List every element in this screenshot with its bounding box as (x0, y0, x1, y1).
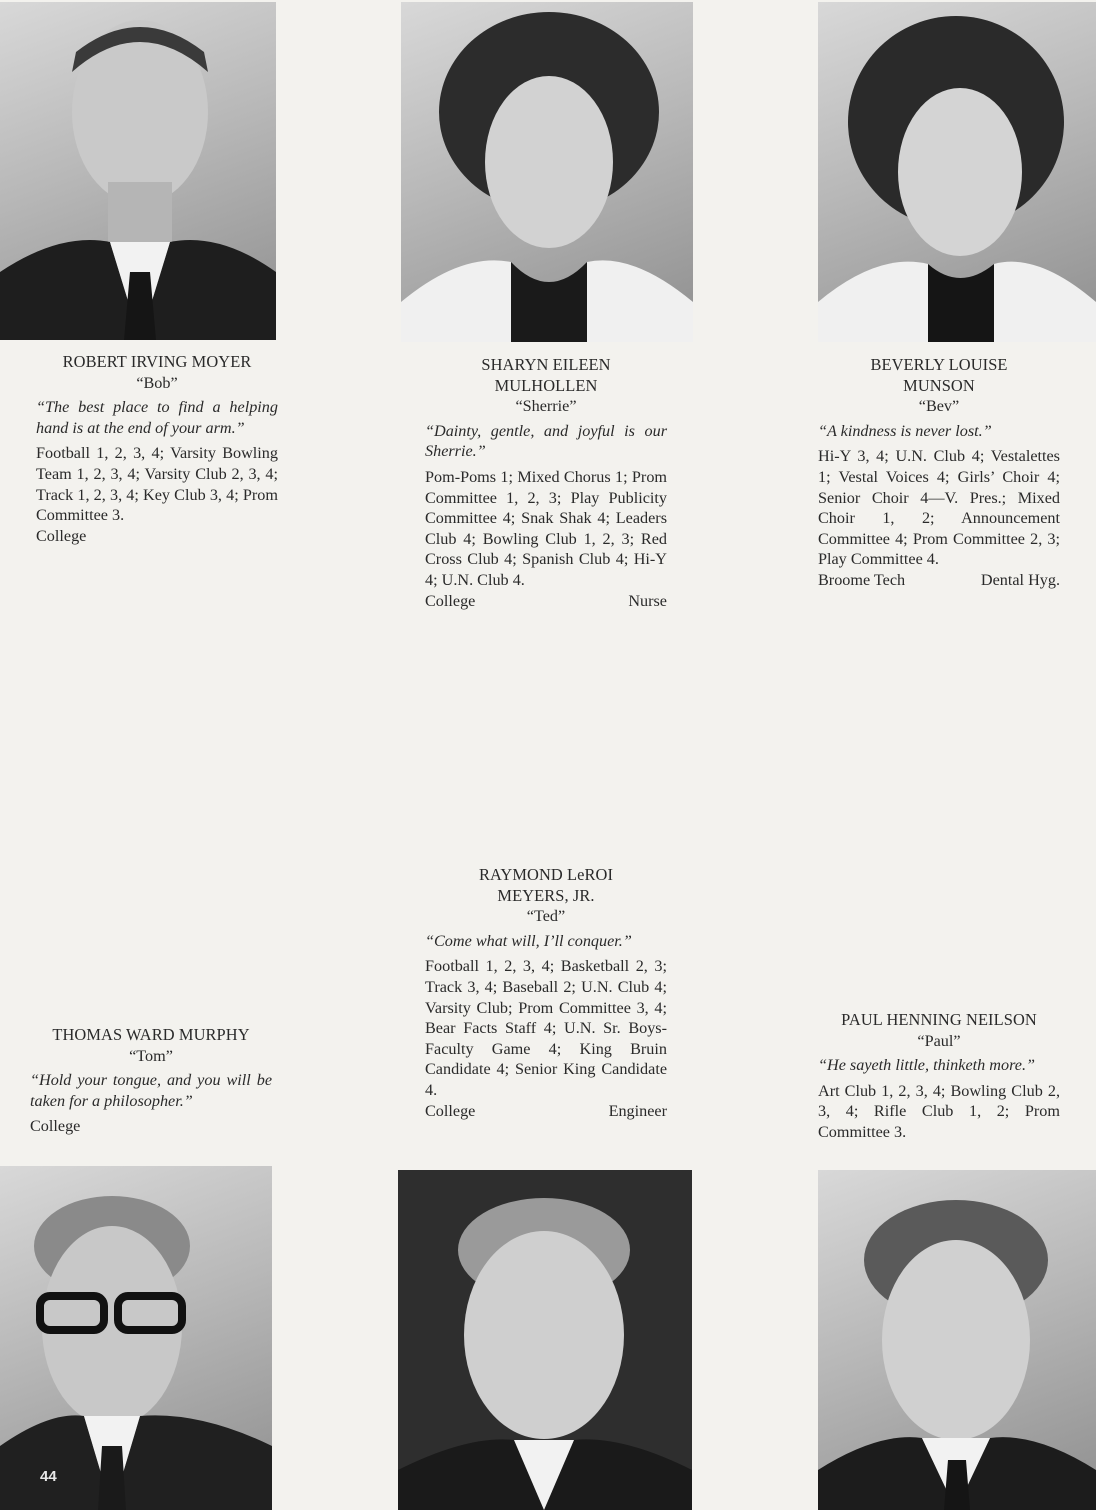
plan-right: Engineer (608, 1101, 667, 1120)
student-quote: “He sayeth little, thinketh more.” (818, 1056, 1035, 1075)
portrait-thomas-murphy (0, 1166, 272, 1510)
portrait-raymond-meyers (398, 1170, 692, 1510)
student-name: PAUL HENNING NEILSON (841, 1010, 1037, 1029)
student-nickname: “Sherrie” (515, 397, 577, 416)
student-quote: “Dainty, gentle, and joyful is our Sherrie.” (425, 421, 667, 461)
student-name: SHARYN EILEEN (481, 355, 611, 374)
student-plans (36, 526, 278, 547)
plan-left: College (36, 526, 87, 545)
student-quote: “Hold your tongue, and you will be taken for a philosopher.” (30, 1071, 272, 1110)
student-activities: Pom-Poms 1; Mixed Chorus 1; Prom Committee 1, 2, 3; Play Publicity Committee 4; Snak Shak 4; Leaders Club 4; Bowling Club 1, 2, 3; Red Cross Club 4; Spanish Club 4; Hi-Y 4; U.N. Club 4. (425, 467, 667, 589)
student-name-line2: MUNSON (903, 375, 975, 395)
portrait-beverly-munson (818, 2, 1096, 342)
portrait-sharyn-mulhollen (401, 2, 693, 342)
student-name-line2: MEYERS, JR. (497, 885, 595, 905)
student-activities: Hi-Y 3, 4; U.N. Club 4; Vestalettes 1; Vestal Voices 4; Girls’ Choir 4; Senior Choir 4—V. Pres.; Mixed Choir 1, 2; Announcement Committee 4; Prom Committee 2, 3; Play Committee 4. (818, 447, 1060, 569)
student-plans (818, 570, 1060, 591)
student-name: THOMAS WARD MURPHY (52, 1025, 250, 1044)
portrait-robert-moyer (0, 2, 276, 340)
entry-paul-neilson (818, 1010, 1060, 1143)
student-nickname: “Bob” (136, 373, 178, 392)
student-nickname: “Paul” (917, 1031, 961, 1050)
plan-right: Nurse (628, 591, 667, 610)
student-nickname: “Bev” (918, 397, 960, 416)
entry-beverly-munson (818, 355, 1060, 591)
student-activities: Football 1, 2, 3, 4; Basketball 2, 3; Track 3, 4; Baseball 2; U.N. Club 4; Varsity Club; Prom Committee 3, 4; Bear Facts Staff 4; U.N. Sr. Boys-Faculty Game 4; King Bruin Candidate 4; Senior King Candidate 4. (425, 957, 667, 1099)
plan-left: Broome Tech (818, 570, 906, 589)
plan-right: Dental Hyg. (980, 570, 1060, 589)
student-nickname: “Ted” (526, 907, 566, 926)
student-activities: Football 1, 2, 3, 4; Varsity Bowling Team 1, 2, 3, 4; Varsity Club 2, 3, 4; Track 1, 2, 3, 4; Key Club 3, 4; Prom Committee 3. (36, 444, 278, 525)
student-name: ROBERT IRVING MOYER (62, 352, 252, 371)
entry-raymond-meyers (425, 865, 667, 1121)
plan-left: College (30, 1117, 81, 1136)
student-plans (425, 591, 667, 612)
student-nickname: “Tom” (129, 1046, 173, 1065)
student-quote: “The best place to find a helping hand is at the end of your arm.” (36, 398, 278, 437)
page-number: 44 (40, 1468, 57, 1485)
student-quote: “A kindness is never lost.” (818, 421, 992, 440)
student-quote: “Come what will, I’ll conquer.” (425, 931, 632, 950)
student-activities: Art Club 1, 2, 3, 4; Bowling Club 2, 3, 4; Rifle Club 1, 2; Prom Committee 3. (818, 1081, 1060, 1141)
entry-robert-moyer (36, 352, 278, 546)
student-name-line2: MULHOLLEN (494, 375, 598, 395)
student-name: RAYMOND LeROI (478, 865, 614, 884)
entry-sharyn-mulhollen (425, 355, 667, 611)
student-name: BEVERLY LOUISE (870, 355, 1008, 374)
student-plans (30, 1116, 272, 1137)
plan-left: College (425, 1101, 476, 1120)
entry-thomas-murphy (30, 1025, 272, 1137)
plan-left: College (425, 591, 476, 610)
student-plans (425, 1101, 667, 1122)
portrait-paul-neilson (818, 1170, 1096, 1510)
